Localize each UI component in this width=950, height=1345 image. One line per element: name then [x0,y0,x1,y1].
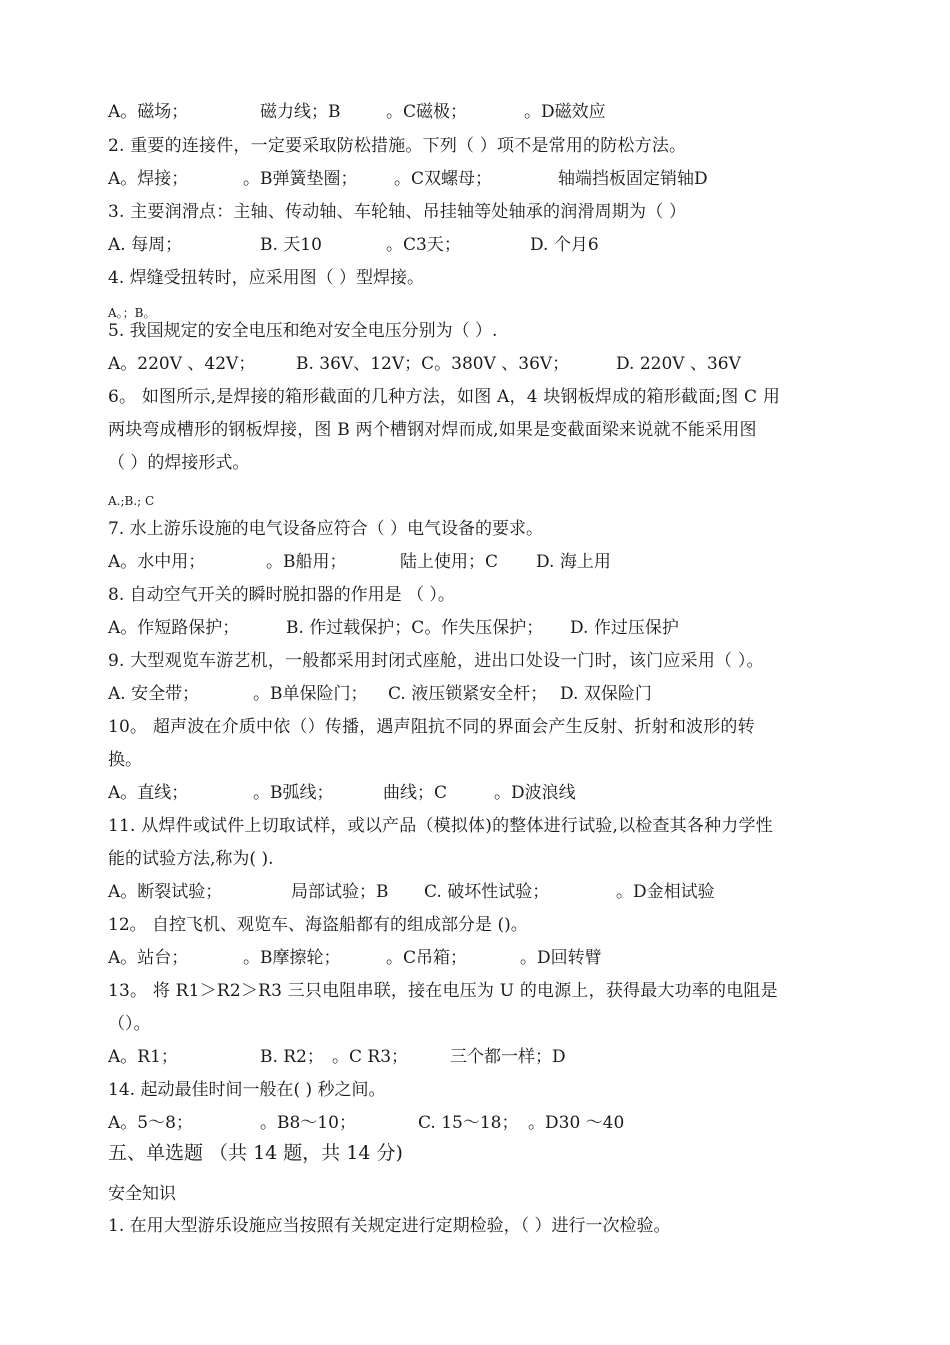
option-b: 。B8～10； [260,1113,356,1133]
option-b: B. 天10 [260,235,322,255]
option-a: A。断裂试验； [108,882,223,902]
question-10-line1: 10。 超声波在介质中依（）传播，遇声阻抗不同的界面会产生反射、折射和波形的转 [108,717,755,737]
option-c: 。C磁极； [386,102,468,122]
option-b: B. R2； [260,1047,324,1067]
question-6-line2: 两块弯成槽形的钢板焊接，图 B 两个槽钢对焊而成,如果是变截面梁来说就不能采用图 [108,420,757,440]
q6-options: A.;B.; C [108,494,155,508]
question-13-line1: 13。 将 R1＞R2＞R3 三只电阻串联，接在电压为 U 的电源上，获得最大功率的电阻是 [108,981,778,1001]
option-a: A。直线； [108,783,189,803]
option-c: 。C双螺母； [394,169,493,189]
option-a: A. 每周； [108,235,183,255]
question-2: 2. 重要的连接件，一定要采取防松措施。下列（ ）项不是常用的防松方法。 [108,136,687,156]
option-a: A。焊接； [108,169,189,189]
option-c: 。C R3； [332,1047,409,1067]
option-b: 磁力线；B [260,102,341,122]
section-subtitle: 安全知识 [108,1184,176,1204]
option-c: C. 15～18； [418,1113,519,1133]
option-c: C. 破坏性试验； [424,882,550,902]
q4-options: A。；B。 [108,306,156,320]
option-d: D. 作过压保护 [570,618,679,638]
option-b: 。B弧线； [253,783,334,803]
option-a: A。5～8； [108,1113,193,1133]
option-d: 。D金相试验 [616,882,715,902]
section-heading: 五、单选题 （共 14 题，共 14 分) [108,1142,403,1164]
option-d: 三个都一样；D [450,1047,566,1067]
option-a: A。作短路保护； [108,618,240,638]
option-c: 曲线；C [383,783,448,803]
option-c: 陆上使用；C [400,552,499,572]
option-a: A. 安全带； [108,684,200,704]
option-c: 。C吊箱； [386,948,468,968]
option-a: A。220V 、42V； [108,354,256,374]
question-12: 12。 自控飞机、观览车、海盗船都有的组成部分是 ()。 [108,915,528,935]
question-8: 8. 自动空气开关的瞬时脱扣器的作用是 （ ）。 [108,585,455,605]
option-a: A。R1； [108,1047,178,1067]
option-d: D. 双保险门 [560,684,652,704]
question-11-line2: 能的试验方法,称为( ). [108,849,274,869]
question-13-line2: （）。 [108,1014,151,1034]
option-b: 。B弹簧垫圈； [243,169,358,189]
option-b: 。B单保险门； [253,684,368,704]
question-10-line2: 换。 [108,750,142,770]
option-b: 局部试验；B [291,882,389,902]
option-d: D. 220V 、36V [616,354,741,374]
question-9: 9. 大型观览车游艺机，一般都采用封闭式座舱，进出口处设一门时，该门应采用（ ）。 [108,651,764,671]
question-1-safety: 1. 在用大型游乐设施应当按照有关规定进行定期检验，（ ）进行一次检验。 [108,1216,671,1236]
option-b: 。B摩擦轮； [243,948,341,968]
question-5: 5. 我国规定的安全电压和绝对安全电压分别为（ ）. [108,321,498,341]
option-a: A。站台； [108,948,189,968]
option-d: 。D磁效应 [524,102,606,122]
option-a: A。水中用； [108,552,206,572]
question-3: 3. 主要润滑点：主轴、传动轴、车轮轴、吊挂轴等处轴承的润滑周期为（ ） [108,202,687,222]
option-b: B. 36V、12V；C。380V 、36V； [296,354,570,374]
question-6-line1: 6。 如图所示,是焊接的箱形截面的几种方法，如图 A，4 块钢板焊成的箱形截面;图 C 用 [108,387,781,407]
question-4: 4. 焊缝受扭转时，应采用图（ ）型焊接。 [108,268,425,288]
option-d: D. 海上用 [536,552,611,572]
question-11-line1: 11. 从焊件或试件上切取试样，或以产品（模拟体)的整体进行试验,以检查其各种力学性 [108,816,773,836]
question-6-line3: （ ）的焊接形式。 [108,453,250,473]
option-d: D. 个月6 [530,235,599,255]
option-c: C. 液压锁紧安全杆； [388,684,548,704]
question-7: 7. 水上游乐设施的电气设备应符合（ ）电气设备的要求。 [108,519,544,539]
option-a: A。磁场； [108,102,189,122]
option-d: 。D回转臂 [520,948,602,968]
option-d: 。D波浪线 [494,783,576,803]
option-d: 轴端挡板固定销轴D [558,169,708,189]
option-d: 。D30 ～40 [528,1113,625,1133]
option-c: 。C3天； [386,235,461,255]
option-b: 。B船用； [266,552,347,572]
question-14: 14. 起动最佳时间一般在( ) 秒之间。 [108,1080,386,1100]
option-b: B. 作过载保护；C。作失压保护； [286,618,544,638]
